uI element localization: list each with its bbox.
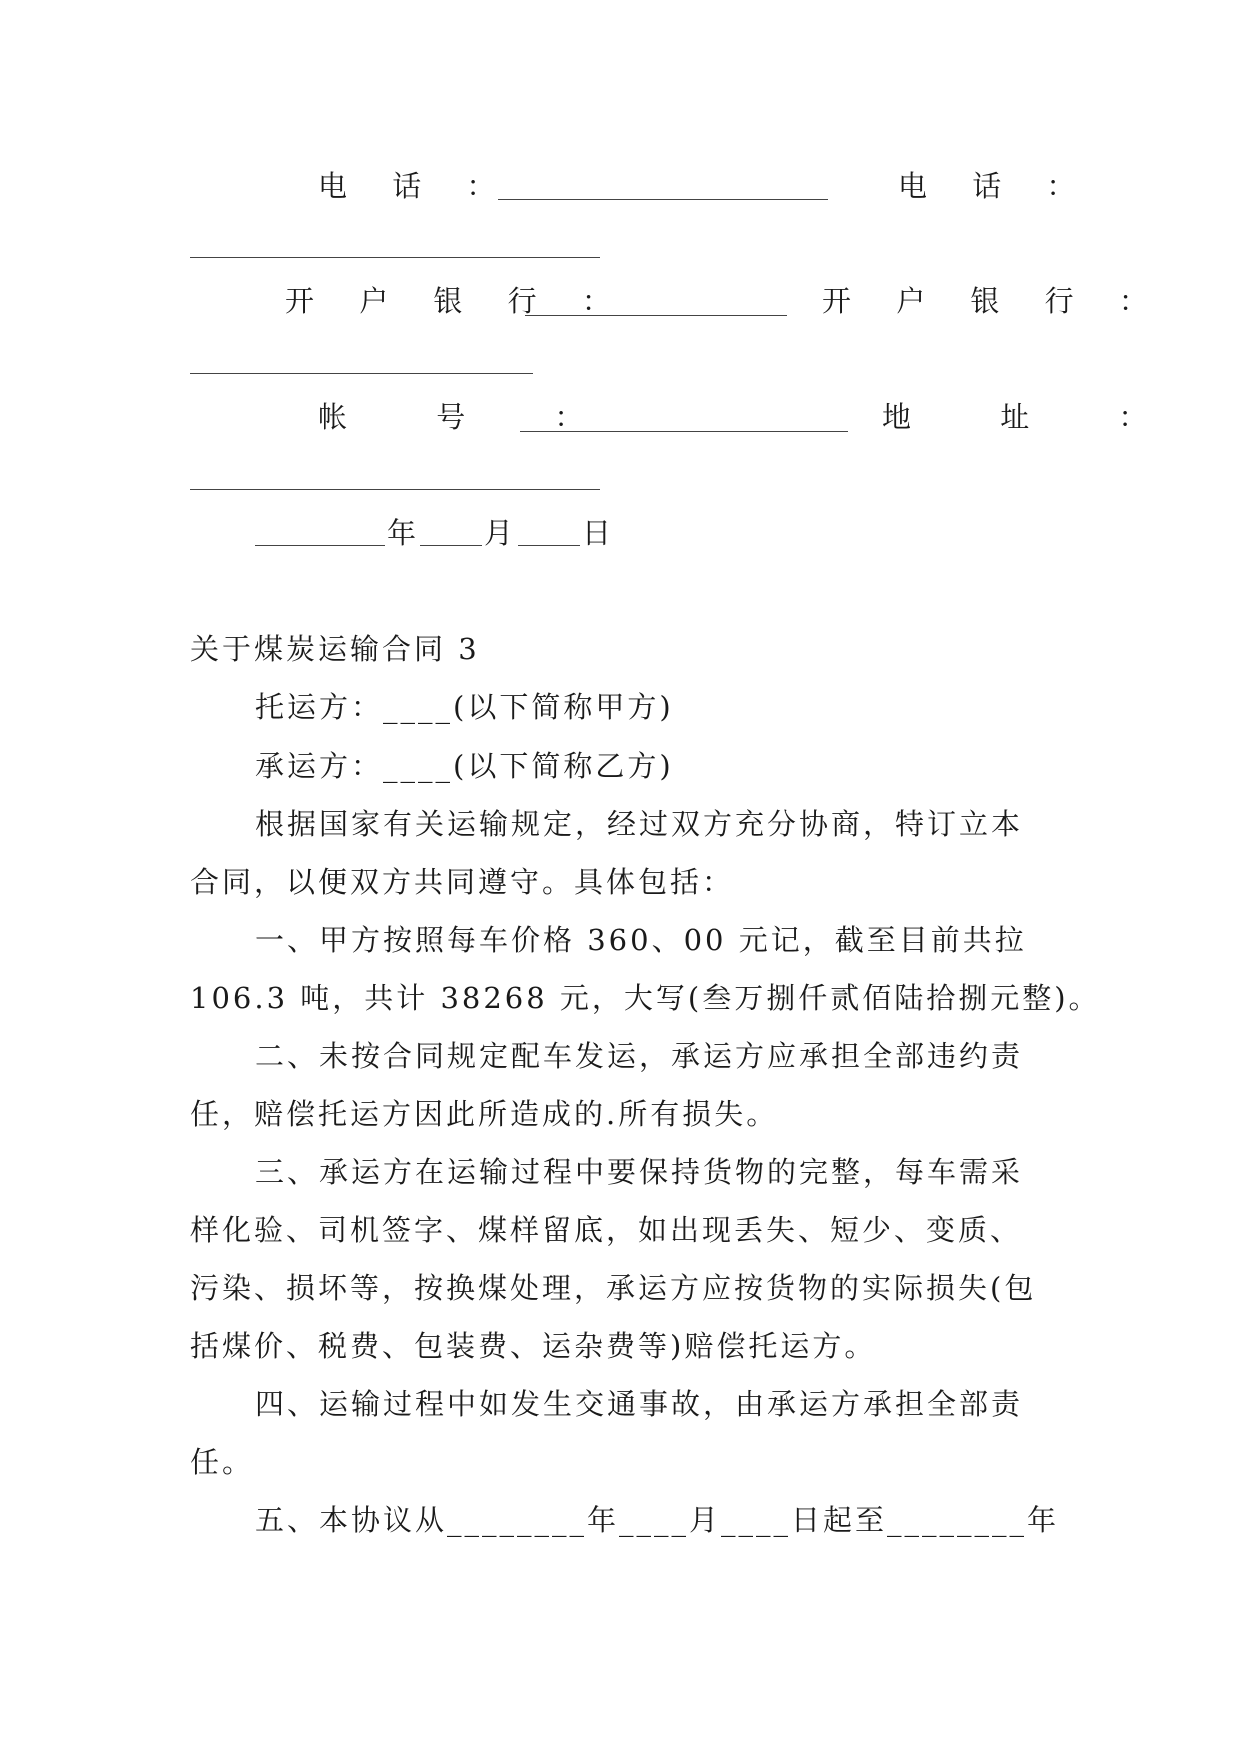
date-month-label: 月 [484,516,514,550]
section-title: 关于煤炭运输合同 3 [190,632,480,666]
clause2-line-1: 二、未按合同规定配车发运，承运方应承担全部违约责 [255,1039,1024,1073]
clause3-line-3: 污染、损坏等，按换煤处理，承运方应按货物的实际损失(包 [190,1271,1037,1305]
phone-blank-left [498,199,828,200]
clause5-line-1: 五、本协议从________年____月____日起至________年 [255,1503,1060,1537]
clause1-line-1: 一、甲方按照每车价格 360、00 元记，截至目前共拉 [255,923,1027,957]
bank-blank-left [525,315,787,316]
bank-blank-right [190,373,533,374]
shipper-line: 托运方：____(以下简称甲方) [255,690,674,724]
date-day-blank [518,545,580,546]
clause3-line-2: 样化验、司机签字、煤样留底，如出现丢失、短少、变质、 [190,1213,1023,1247]
clause4-line-2: 任。 [190,1445,255,1479]
clause3-line-1: 三、承运方在运输过程中要保持货物的完整，每车需采 [255,1155,1024,1189]
account-label: 帐 号 ： [318,400,624,434]
clause1-line-2: 106.3 吨，共计 38268 元，大写(叁万捌仟贰佰陆拾捌元整)。 [190,981,1101,1015]
carrier-line: 承运方：____(以下简称乙方) [255,749,674,783]
address-blank [190,489,600,490]
clause3-line-4: 括煤价、税费、包装费、运杂费等)赔偿托运方。 [190,1329,877,1363]
phone-label-right: 电 话 ： [898,169,1094,203]
bank-label-left: 开 户 银 行 ： [285,284,629,318]
intro-line-2: 合同，以便双方共同遵守。具体包括： [190,865,735,899]
date-year-blank [255,545,385,546]
bank-label-right: 开 户 银 行 ： [822,284,1166,318]
date-year-label: 年 [387,516,417,550]
clause4-line-1: 四、运输过程中如发生交通事故，由承运方承担全部责 [255,1387,1024,1421]
intro-line-1: 根据国家有关运输规定，经过双方充分协商，特订立本 [255,807,1024,841]
phone-label-left: 电 话 ： [318,169,514,203]
date-month-blank [420,545,482,546]
clause2-line-2: 任，赔偿托运方因此所造成的.所有损失。 [190,1097,779,1131]
date-day-label: 日 [582,516,612,550]
address-label: 地 址 ： [882,400,1188,434]
phone-blank-right [190,257,600,258]
account-blank [520,431,848,432]
